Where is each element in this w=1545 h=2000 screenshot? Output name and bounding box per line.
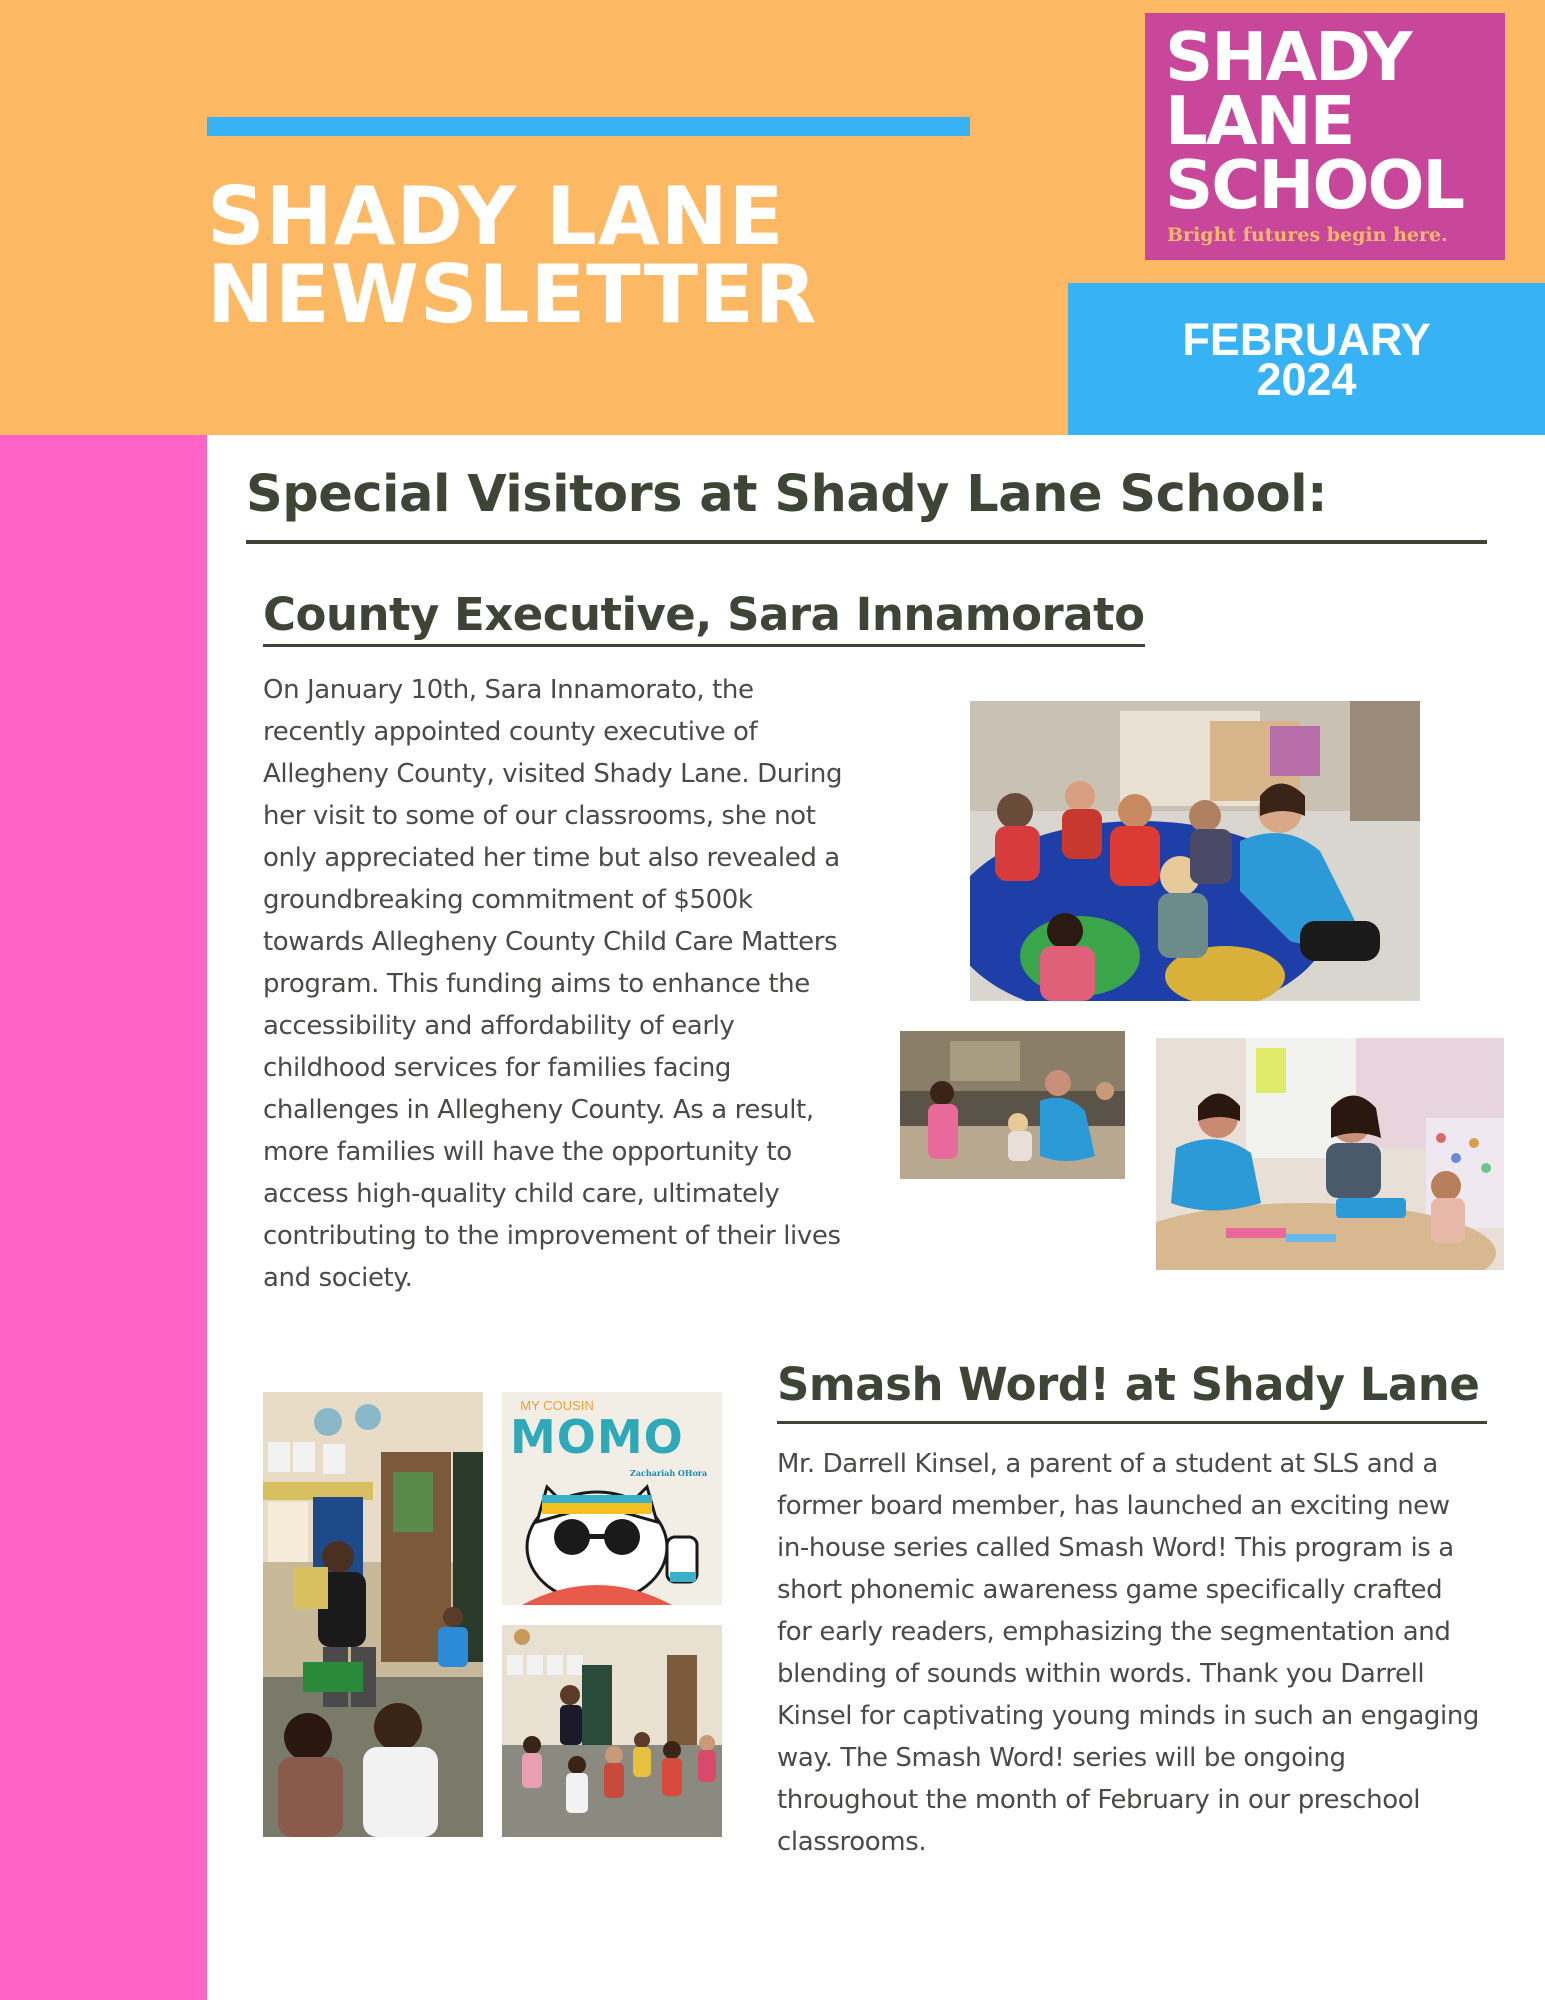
book-small-title: MY COUSIN: [520, 1398, 594, 1413]
body-line: former board member, has launched an exciting new: [777, 1491, 1450, 1521]
article-body-smash-word: [777, 1443, 1497, 1863]
body-line: short phonemic awareness game specifically crafted: [777, 1575, 1443, 1605]
book-big-title: MOMO: [510, 1410, 684, 1464]
body-line: access high-quality child care, ultimately: [263, 1179, 780, 1209]
logo-tagline: Bright futures begin here.: [1167, 224, 1448, 246]
body-line: groundbreaking commitment of $500k: [263, 885, 753, 915]
body-line: challenges in Allegheny County. As a result,: [263, 1095, 814, 1125]
body-line: recently appointed county executive of: [263, 717, 758, 747]
body-line: classrooms.: [777, 1827, 927, 1857]
body-line: contributing to the improvement of their lives: [263, 1221, 841, 1251]
body-line: throughout the month of February in our preschool: [777, 1785, 1421, 1815]
logo-line3: SCHOOL: [1165, 146, 1464, 224]
photo-girl-in-pink: [900, 1031, 1125, 1179]
body-line: accessibility and affordability of early: [263, 1011, 735, 1041]
photo-table-activity: [1156, 1038, 1504, 1270]
logo-line2: LANE: [1165, 82, 1354, 160]
body-line: her visit to some of our classrooms, she not: [263, 801, 816, 831]
body-line: blending of sounds within words. Thank you Darrell: [777, 1659, 1425, 1689]
body-line: way. The Smash Word! series will be ongoing: [777, 1743, 1346, 1773]
photo-classroom-circle: [970, 701, 1420, 1001]
body-line: Allegheny County, visited Shady Lane. During: [263, 759, 843, 789]
body-line: Mr. Darrell Kinsel, a parent of a student at SLS and a: [777, 1449, 1438, 1479]
book-cat-illustration: [502, 1477, 722, 1605]
newsletter-title-line2: NEWSLETTER: [207, 248, 818, 341]
photo-reading-to-class: [263, 1392, 483, 1837]
body-line: for early readers, emphasizing the segmentation and: [777, 1617, 1451, 1647]
book-author: Zachariah OHora: [630, 1468, 708, 1478]
side-strip: [0, 435, 207, 2000]
article-title-rule: [777, 1421, 1487, 1424]
article-title-rule: [263, 644, 1145, 647]
body-line: Kinsel for captivating young minds in such an engaging: [777, 1701, 1480, 1731]
title-accent-line: [207, 117, 970, 136]
book-cover-my-cousin-momo: [502, 1392, 722, 1605]
main-heading: Special Visitors at Shady Lane School:: [246, 465, 1328, 524]
newsletter-title: [207, 170, 818, 341]
body-line: towards Allegheny County Child Care Matters: [263, 927, 838, 957]
logo-wordmark: [1165, 18, 1495, 224]
article-title-smash-word: Smash Word! at Shady Lane: [777, 1358, 1480, 1411]
article-title-county-executive: County Executive, Sara Innamorato: [263, 588, 1145, 641]
newsletter-title-line1: SHADY LANE: [207, 170, 785, 263]
body-line: only appreciated her time but also revealed a: [263, 843, 840, 873]
issue-month: FEBRUARY: [1182, 314, 1431, 365]
body-line: On January 10th, Sara Innamorato, the: [263, 675, 754, 705]
main-heading-rule: [246, 540, 1487, 544]
logo-line1: SHADY: [1165, 18, 1411, 96]
body-line: in-house series called Smash Word! This program is a: [777, 1533, 1454, 1563]
body-line: program. This funding aims to enhance the: [263, 969, 810, 999]
body-line: childhood services for families facing: [263, 1053, 732, 1083]
school-logo: [1145, 13, 1505, 260]
body-line: more families will have the opportunity to: [263, 1137, 792, 1167]
article-body-county-executive: [263, 669, 903, 1299]
photo-kids-dancing: [502, 1625, 722, 1837]
issue-year: 2024: [1256, 354, 1357, 405]
body-line: and society.: [263, 1263, 413, 1293]
issue-date-box: [1068, 283, 1545, 435]
